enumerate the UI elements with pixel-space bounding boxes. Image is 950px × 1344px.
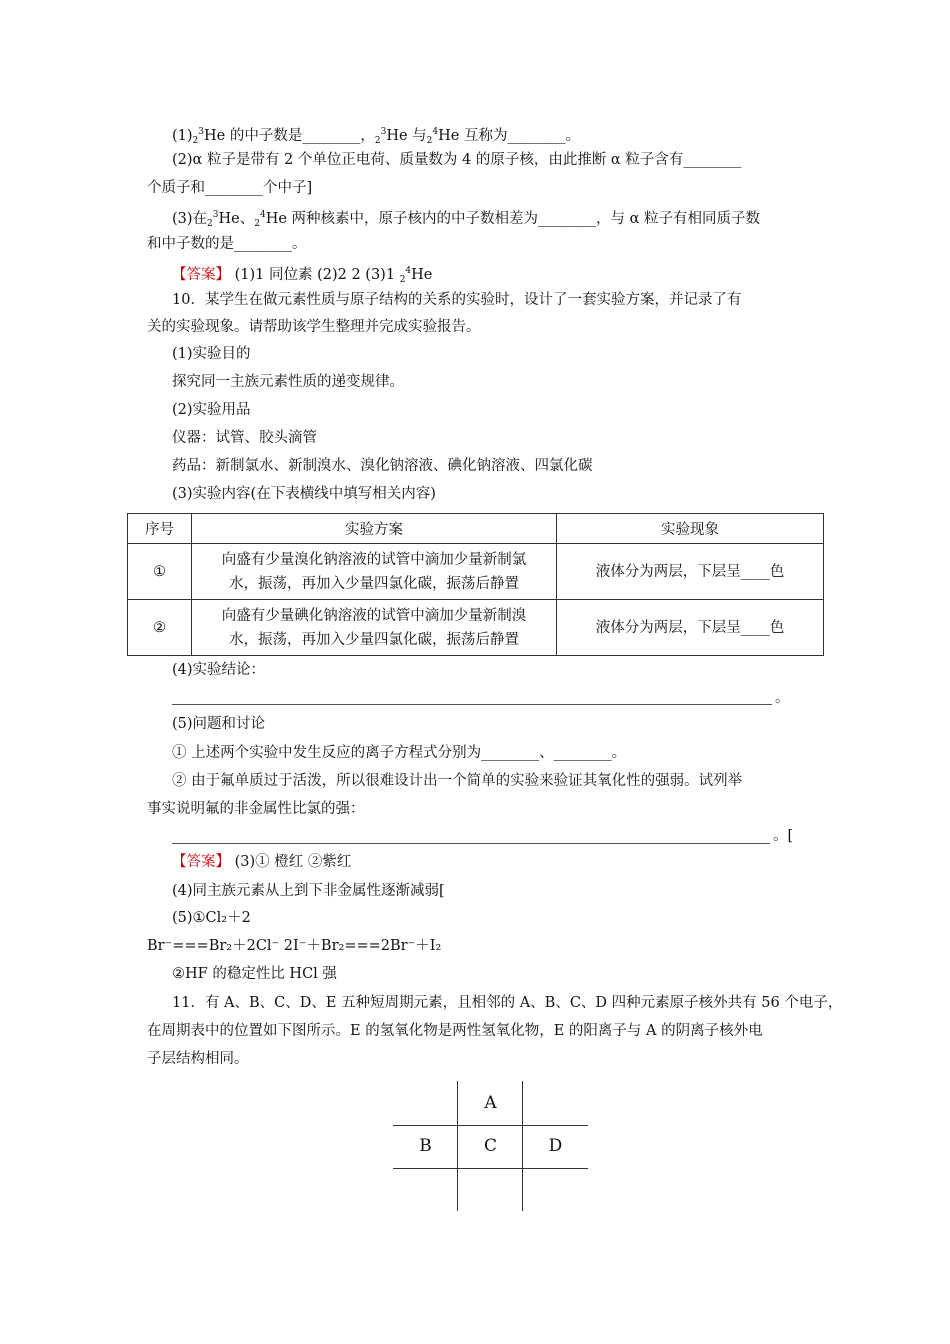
element-C: C — [483, 1136, 497, 1156]
discussion-heading: (5)问题和讨论 — [172, 716, 266, 732]
q10-answer-4: (4)同主族元素从上到下非金属性逐渐减弱[ — [172, 883, 445, 899]
q10-answer-3: 【答案】 (3)① 橙红 ②紫红 — [172, 854, 352, 870]
q9-line-5: 和中子数的是________。 — [147, 236, 307, 252]
q10-answer-5c: ②HF 的稳定性比 HCl 强 — [172, 966, 337, 982]
row-observation: 液体分为两层，下层呈____色 — [557, 600, 824, 656]
reagents-text: 药品：新制氯水、新制溴水、溴化钠溶液、碘化钠溶液、四氯化碳 — [172, 458, 593, 474]
table-row — [128, 600, 824, 656]
q11-line-3: 子层结构相同。 — [147, 1051, 249, 1067]
conclusion-heading: (4)实验结论： — [172, 662, 266, 678]
q9-answer: 【答案】 (1)1 同位素 (2)2 2 (3)1 $_2^4$He — [172, 266, 433, 285]
instruments-text: 仪器：试管、胶头滴管 — [172, 430, 317, 446]
q9-line-1: $(1)_2^3He$ 的中子数是________，$_2^3$He 与$_2^4$He 互称为________。 — [172, 127, 580, 146]
purpose-text: 探究同一主族元素性质的递变规律。 — [172, 374, 404, 390]
discussion-2-line-1: ② 由于氟单质过于活泼，所以很难设计出一个简单的实验来验证其氧化性的强弱。试列举 — [172, 773, 743, 789]
q9-line-2: (2)α 粒子是带有 2 个单位正电荷、质量数为 4 的原子核，由此推断 α 粒子含有________ — [172, 152, 742, 168]
conclusion-blank-line — [172, 704, 772, 705]
row-no: ② — [128, 600, 192, 656]
content-heading: (3)实验内容(在下表横线中填写相关内容) — [172, 486, 436, 502]
grid-line — [393, 1125, 588, 1126]
element-A: A — [484, 1093, 497, 1113]
table-row — [128, 544, 824, 600]
periodic-position-grid — [393, 1081, 588, 1211]
row-observation: 液体分为两层，下层呈____色 — [557, 544, 824, 600]
q10-answer-5a: (5)①Cl₂＋2 — [172, 910, 251, 926]
table-header-row — [128, 514, 824, 544]
header-plan: 实验方案 — [192, 514, 557, 544]
header-no: 序号 — [128, 514, 192, 544]
q9-line-4: (3)在$_2^3$He、$_2^4$He 两种核素中，原子核内的中子数相差为________，与 α 粒子有相同质子数 — [172, 210, 761, 229]
conclusion-period: 。 — [775, 690, 790, 706]
q9-line-3: 个质子和________个中子] — [147, 180, 313, 196]
row-plan: 向盛有少量溴化钠溶液的试管中滴加少量新制氯 水，振荡，再加入少量四氯化碳，振荡后静置 — [192, 544, 557, 600]
element-B: B — [419, 1136, 432, 1156]
discussion-1: ① 上述两个实验中发生反应的离子方程式分别为________、________。 — [172, 745, 627, 761]
header-observation: 实验现象 — [557, 514, 824, 544]
answer-label: 【答案】 — [172, 854, 230, 870]
purpose-heading: (1)实验目的 — [172, 346, 251, 362]
discussion-end: 。[ — [773, 828, 794, 844]
answer-label: 【答案】 — [172, 267, 230, 283]
supplies-heading: (2)实验用品 — [172, 402, 251, 418]
experiment-table — [127, 513, 824, 656]
row-no: ① — [128, 544, 192, 600]
q10-line-1: 10．某学生在做元素性质与原子结构的关系的实验时，设计了一套实验方案，并记录了有 — [172, 292, 742, 308]
grid-line — [393, 1168, 588, 1169]
discussion-2-line-2: 事实说明氟的非金属性比氯的强： — [147, 801, 365, 817]
q10-answer-5b: Br⁻===Br₂＋2Cl⁻ 2I⁻＋Br₂===2Br⁻＋I₂ — [147, 938, 442, 954]
row-plan: 向盛有少量碘化钠溶液的试管中滴加少量新制溴 水，振荡，再加入少量四氯化碳，振荡后静置 — [192, 600, 557, 656]
q10-line-2: 关的实验现象。请帮助该学生整理并完成实验报告。 — [147, 319, 481, 335]
q11-line-1: 11．有 A、B、C、D、E 五种短周期元素，且相邻的 A、B、C、D 四种元素原子核外共有 56 个电子， — [172, 995, 843, 1011]
element-D: D — [548, 1136, 563, 1156]
discussion-blank-line — [172, 843, 770, 844]
q11-line-2: 在周期表中的位置如下图所示。E 的氢氧化物是两性氢氧化物，E 的阳离子与 A 的阴离子核外电 — [147, 1023, 763, 1039]
